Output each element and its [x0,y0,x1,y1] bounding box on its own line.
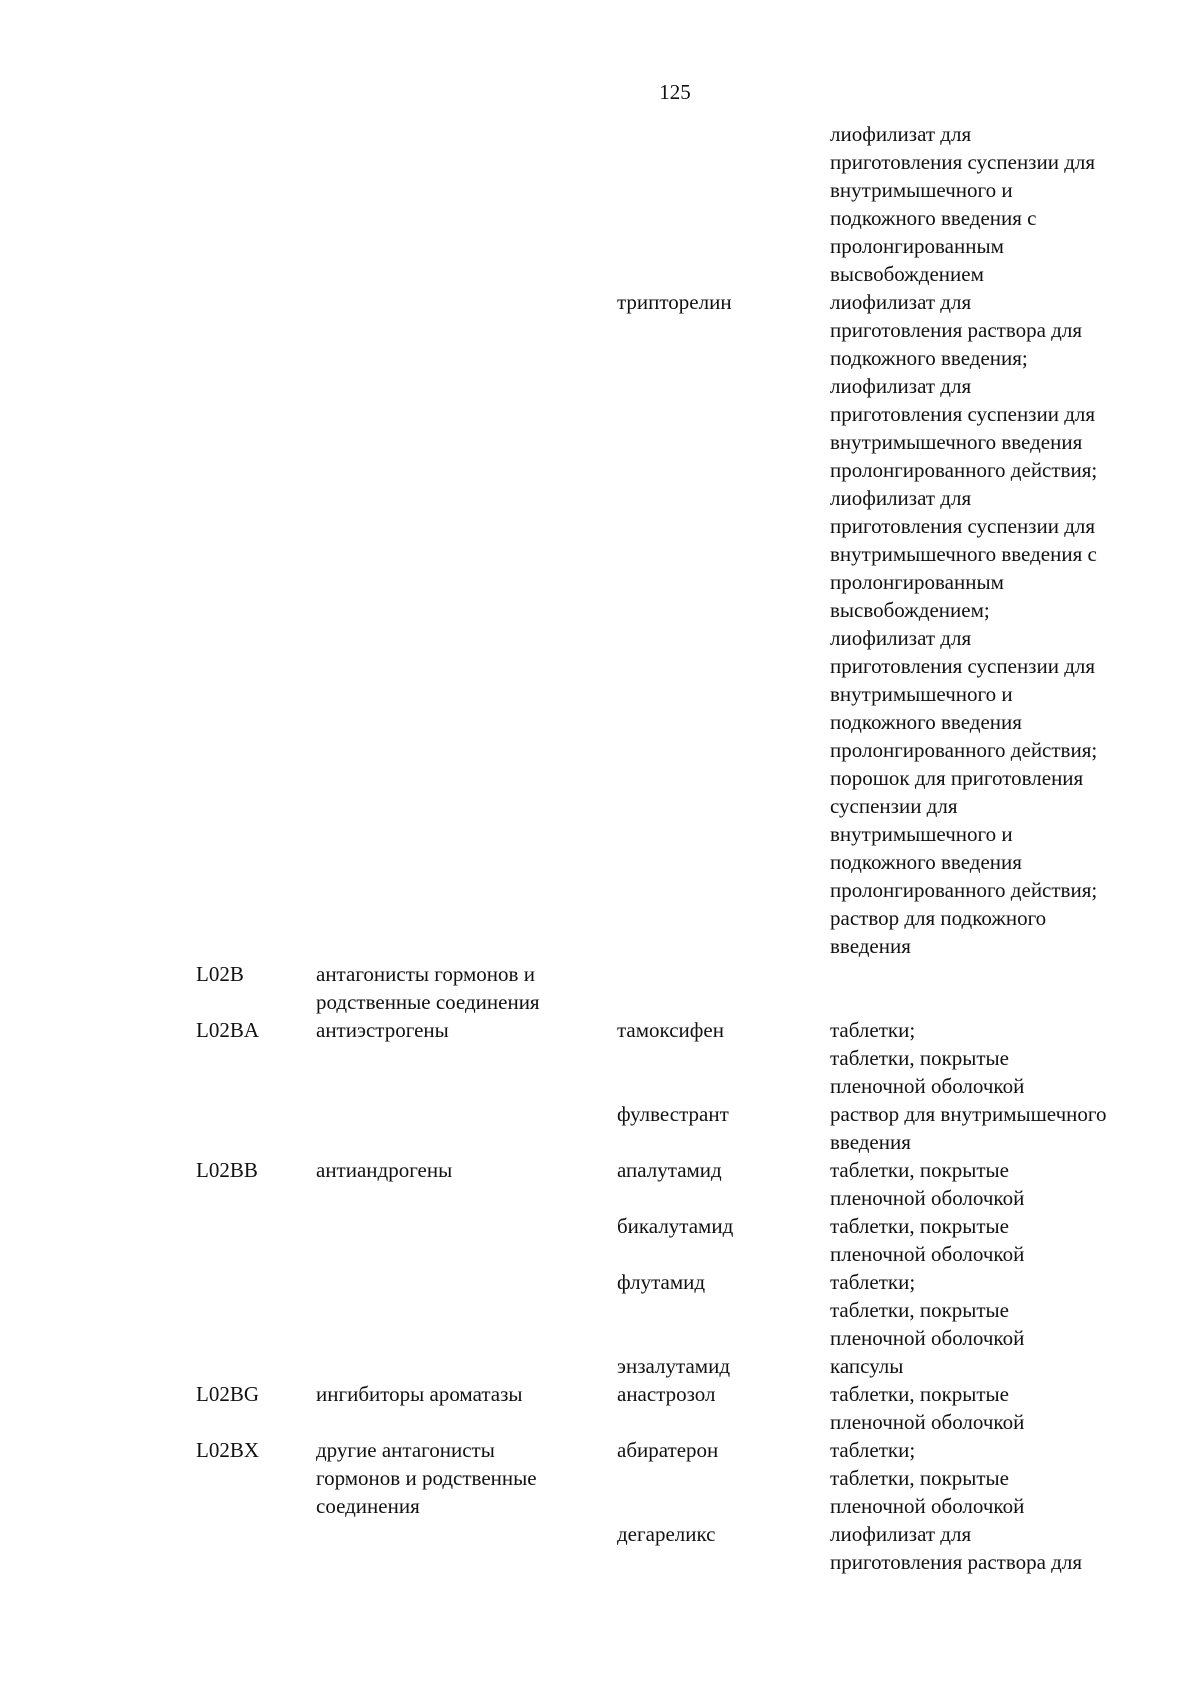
table-row [0,1520,1200,1576]
drug-group: ингибиторы ароматазы [316,1382,523,1406]
dosage-form: лиофилизат для приготовления суспензии для внутримышечного и подкожного введения с пролонгированным высвобождением [830,122,1096,286]
atc-code: L02B [196,962,244,986]
drug-group: антагонисты гормонов и родственные соединения [316,962,540,1014]
dosage-form: лиофилизат для приготовления раствора для [830,1522,1082,1574]
table-row [0,1212,1200,1268]
drug-name: фулвестрант [617,1102,729,1126]
table-row [0,120,1200,288]
table-row [0,1156,1200,1212]
drug-name: анастрозол [617,1382,716,1406]
drug-name: флутамид [617,1270,706,1294]
dosage-form: таблетки; таблетки, покрытые пленочной оболочкой [830,1270,1025,1350]
drug-table [0,120,1200,1576]
drug-group: антиандрогены [316,1158,453,1182]
table-row [0,960,1200,1016]
atc-code: L02BX [196,1438,259,1462]
dosage-form: таблетки, покрытые пленочной оболочкой [830,1382,1025,1434]
table-row [0,1380,1200,1436]
dosage-form: лиофилизат для приготовления раствора для подкожного введения; лиофилизат для приготовления суспензии для внутримышечного введения пролонгированного действия; лиофилизат для приготовления суспензии для внутримышечного введения с пролонгированным высвобождением; лиофилизат для приготовления суспензии для внутримышечного и подкожного введения пролонгированного действия; порошок для приготовления суспензии для внутримышечного и подкожного введения пролонгированного действия; раствор для подкожного введения [830,290,1098,958]
table-row [0,1352,1200,1380]
drug-name: абиратерон [617,1438,719,1462]
drug-name: дегареликс [617,1522,716,1546]
atc-code: L02BB [196,1158,258,1182]
drug-name: энзалутамид [617,1354,730,1378]
table-row [0,1100,1200,1156]
drug-name: трипторелин [617,290,732,314]
drug-group: антиэстрогены [316,1018,449,1042]
table-row [0,1268,1200,1352]
drug-name: бикалутамид [617,1214,734,1238]
table-row [0,1436,1200,1520]
drug-group: другие антагонисты гормонов и родственные соединения [316,1438,537,1518]
drug-name: апалутамид [617,1158,722,1182]
atc-code: L02BG [196,1382,259,1406]
atc-code: L02BA [196,1018,259,1042]
dosage-form: капсулы [830,1354,904,1378]
dosage-form: таблетки; таблетки, покрытые пленочной оболочкой [830,1018,1025,1098]
dosage-form: раствор для внутримышечного введения [830,1102,1107,1154]
table-row [0,288,1200,960]
page-number: 125 [659,80,691,104]
dosage-form: таблетки, покрытые пленочной оболочкой [830,1214,1025,1266]
table-row [0,1016,1200,1100]
dosage-form: таблетки; таблетки, покрытые пленочной оболочкой [830,1438,1025,1518]
drug-name: тамоксифен [617,1018,724,1042]
dosage-form: таблетки, покрытые пленочной оболочкой [830,1158,1025,1210]
